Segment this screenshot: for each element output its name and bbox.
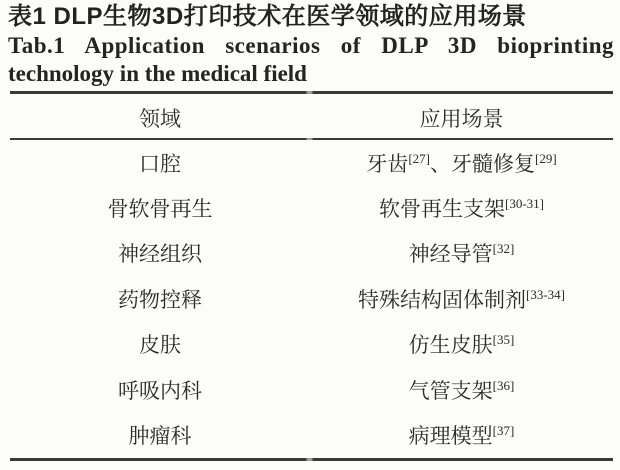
table-row bbox=[10, 148, 613, 178]
scenario-cell: 仿生皮肤[35] bbox=[408, 332, 515, 357]
table-row bbox=[10, 238, 613, 268]
table-row bbox=[10, 329, 613, 359]
table-row bbox=[10, 420, 613, 450]
table-caption-zh: 表1 DLP生物3D打印技术在医学领域的应用场景 bbox=[8, 3, 527, 30]
field-cell: 神经组织 bbox=[118, 242, 202, 266]
field-cell: 肿瘤科 bbox=[128, 424, 192, 448]
table-bottom-rule bbox=[10, 458, 613, 461]
table-caption bbox=[8, 2, 614, 88]
scenario-cell: 神经导管[32] bbox=[408, 241, 515, 266]
scenario-cell: 软骨再生支架[30-31] bbox=[379, 196, 544, 221]
table-header-row bbox=[10, 103, 613, 133]
scenario-cell: 特殊结构固体制剂[33-34] bbox=[358, 287, 565, 312]
table-caption-en-line2: technology in the medical field bbox=[8, 61, 307, 86]
field-cell: 口腔 bbox=[139, 152, 181, 176]
table-caption-en-line1: Tab.1 Application scenarios of DLP 3D bioprinting bbox=[8, 33, 614, 58]
scenario-cell: 牙齿[27]、牙髓修复[29] bbox=[366, 151, 557, 176]
column-header-scenario: 应用场景 bbox=[419, 107, 504, 131]
table-row bbox=[10, 375, 613, 405]
scenario-cell: 气管支架[36] bbox=[408, 378, 515, 403]
scenario-cell: 病理模型[37] bbox=[408, 423, 515, 448]
table-header-rule bbox=[10, 138, 613, 140]
field-cell: 药物控释 bbox=[118, 288, 202, 312]
table-top-rule bbox=[10, 91, 613, 94]
field-cell: 呼吸内科 bbox=[118, 379, 202, 403]
table-row bbox=[10, 193, 613, 223]
field-cell: 皮肤 bbox=[139, 333, 181, 357]
table-row bbox=[10, 284, 613, 314]
column-header-field: 领域 bbox=[139, 107, 181, 131]
field-cell: 骨软骨再生 bbox=[107, 197, 213, 221]
